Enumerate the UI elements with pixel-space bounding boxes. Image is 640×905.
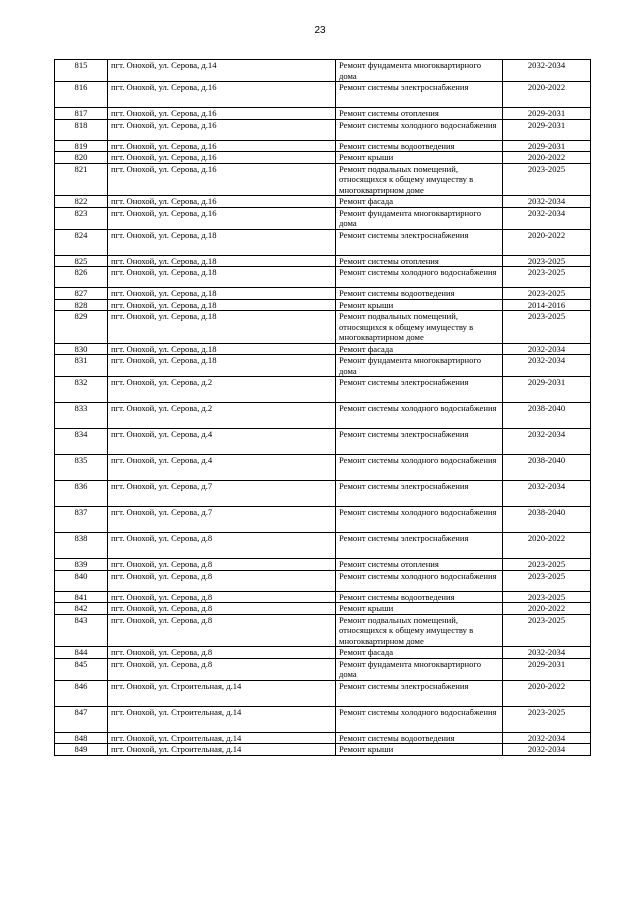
page-number: 23 bbox=[314, 25, 326, 36]
work-type-cell: Ремонт системы холодного водоснабжения bbox=[336, 455, 503, 481]
work-type-cell: Ремонт крыши bbox=[336, 299, 503, 311]
work-type-cell: Ремонт системы водоотведения bbox=[336, 732, 503, 744]
table-row bbox=[55, 163, 591, 196]
work-type-cell: Ремонт крыши bbox=[336, 152, 503, 164]
table-row bbox=[55, 255, 591, 267]
period-cell: 2023-2025 bbox=[503, 591, 591, 603]
address-cell: пгт. Онохой, ул. Серова, д.2 bbox=[108, 377, 336, 403]
period-cell: 2023-2025 bbox=[503, 570, 591, 591]
period-cell: 2029-2031 bbox=[503, 119, 591, 140]
period-cell: 2014-2016 bbox=[503, 299, 591, 311]
table-row bbox=[55, 603, 591, 615]
row-number: 819 bbox=[55, 140, 108, 152]
period-cell: 2020-2022 bbox=[503, 680, 591, 706]
row-number: 844 bbox=[55, 647, 108, 659]
work-type-cell: Ремонт крыши bbox=[336, 603, 503, 615]
table-row bbox=[55, 377, 591, 403]
work-type-cell: Ремонт системы электроснабжения bbox=[336, 377, 503, 403]
row-number: 835 bbox=[55, 455, 108, 481]
table-row bbox=[55, 288, 591, 300]
work-type-cell: Ремонт системы холодного водоснабжения bbox=[336, 570, 503, 591]
table-row bbox=[55, 455, 591, 481]
work-type-cell: Ремонт крыши bbox=[336, 744, 503, 756]
table-row bbox=[55, 299, 591, 311]
period-cell: 2038-2040 bbox=[503, 507, 591, 533]
period-cell: 2023-2025 bbox=[503, 706, 591, 732]
row-number: 838 bbox=[55, 533, 108, 559]
period-cell: 2029-2031 bbox=[503, 108, 591, 120]
table-body bbox=[55, 60, 591, 756]
row-number: 836 bbox=[55, 481, 108, 507]
row-number: 840 bbox=[55, 570, 108, 591]
period-cell: 2023-2025 bbox=[503, 163, 591, 196]
period-cell: 2032-2034 bbox=[503, 196, 591, 208]
work-type-cell: Ремонт фундамента многоквартирного дома bbox=[336, 207, 503, 229]
period-cell: 2023-2025 bbox=[503, 614, 591, 647]
row-number: 837 bbox=[55, 507, 108, 533]
row-number: 815 bbox=[55, 60, 108, 82]
address-cell: пгт. Онохой, ул. Серова, д.16 bbox=[108, 119, 336, 140]
work-type-cell: Ремонт системы холодного водоснабжения bbox=[336, 119, 503, 140]
row-number: 849 bbox=[55, 744, 108, 756]
work-type-cell: Ремонт системы электроснабжения bbox=[336, 481, 503, 507]
row-number: 826 bbox=[55, 267, 108, 288]
period-cell: 2032-2034 bbox=[503, 732, 591, 744]
period-cell: 2038-2040 bbox=[503, 403, 591, 429]
row-number: 828 bbox=[55, 299, 108, 311]
work-type-cell: Ремонт системы отопления bbox=[336, 108, 503, 120]
row-number: 829 bbox=[55, 311, 108, 344]
row-number: 843 bbox=[55, 614, 108, 647]
repair-schedule-table bbox=[54, 59, 591, 756]
work-type-cell: Ремонт системы электроснабжения bbox=[336, 82, 503, 108]
work-type-cell: Ремонт системы холодного водоснабжения bbox=[336, 267, 503, 288]
period-cell: 2020-2022 bbox=[503, 82, 591, 108]
period-cell: 2029-2031 bbox=[503, 377, 591, 403]
table-row bbox=[55, 647, 591, 659]
row-number: 821 bbox=[55, 163, 108, 196]
period-cell: 2038-2040 bbox=[503, 455, 591, 481]
table-row bbox=[55, 82, 591, 108]
address-cell: пгт. Онохой, ул. Серова, д.18 bbox=[108, 267, 336, 288]
table-row bbox=[55, 343, 591, 355]
work-type-cell: Ремонт системы водоотведения bbox=[336, 591, 503, 603]
work-type-cell: Ремонт фасада bbox=[336, 647, 503, 659]
address-cell: пгт. Онохой, ул. Серова, д.18 bbox=[108, 229, 336, 255]
row-number: 841 bbox=[55, 591, 108, 603]
period-cell: 2023-2025 bbox=[503, 288, 591, 300]
table-row bbox=[55, 732, 591, 744]
row-number: 833 bbox=[55, 403, 108, 429]
address-cell: пгт. Онохой, ул. Серова, д.18 bbox=[108, 311, 336, 344]
table-row bbox=[55, 311, 591, 344]
table-row bbox=[55, 570, 591, 591]
period-cell: 2023-2025 bbox=[503, 255, 591, 267]
row-number: 818 bbox=[55, 119, 108, 140]
table-row bbox=[55, 533, 591, 559]
row-number: 817 bbox=[55, 108, 108, 120]
address-cell: пгт. Онохой, ул. Серова, д.18 bbox=[108, 255, 336, 267]
work-type-cell: Ремонт подвальных помещений, относящихся к общему имуществу в многоквартирном доме bbox=[336, 163, 503, 196]
period-cell: 2032-2034 bbox=[503, 744, 591, 756]
table-row bbox=[55, 140, 591, 152]
table-row bbox=[55, 658, 591, 680]
address-cell: пгт. Онохой, ул. Серова, д.18 bbox=[108, 343, 336, 355]
row-number: 839 bbox=[55, 559, 108, 571]
address-cell: пгт. Онохой, ул. Серова, д.8 bbox=[108, 603, 336, 615]
address-cell: пгт. Онохой, ул. Серова, д.14 bbox=[108, 60, 336, 82]
work-type-cell: Ремонт системы отопления bbox=[336, 255, 503, 267]
row-number: 830 bbox=[55, 343, 108, 355]
row-number: 848 bbox=[55, 732, 108, 744]
address-cell: пгт. Онохой, ул. Серова, д.7 bbox=[108, 481, 336, 507]
row-number: 834 bbox=[55, 429, 108, 455]
period-cell: 2020-2022 bbox=[503, 229, 591, 255]
row-number: 822 bbox=[55, 196, 108, 208]
row-number: 845 bbox=[55, 658, 108, 680]
row-number: 832 bbox=[55, 377, 108, 403]
table-row bbox=[55, 207, 591, 229]
table-row bbox=[55, 267, 591, 288]
table-row bbox=[55, 507, 591, 533]
address-cell: пгт. Онохой, ул. Серова, д.18 bbox=[108, 355, 336, 377]
period-cell: 2032-2034 bbox=[503, 429, 591, 455]
address-cell: пгт. Онохой, ул. Серова, д.8 bbox=[108, 570, 336, 591]
address-cell: пгт. Онохой, ул. Серова, д.18 bbox=[108, 288, 336, 300]
row-number: 846 bbox=[55, 680, 108, 706]
table-row bbox=[55, 591, 591, 603]
address-cell: пгт. Онохой, ул. Серова, д.8 bbox=[108, 533, 336, 559]
table-row bbox=[55, 614, 591, 647]
period-cell: 2032-2034 bbox=[503, 60, 591, 82]
address-cell: пгт. Онохой, ул. Серова, д.16 bbox=[108, 196, 336, 208]
work-type-cell: Ремонт системы электроснабжения bbox=[336, 229, 503, 255]
period-cell: 2020-2022 bbox=[503, 152, 591, 164]
row-number: 816 bbox=[55, 82, 108, 108]
period-cell: 2029-2031 bbox=[503, 140, 591, 152]
table-row bbox=[55, 152, 591, 164]
address-cell: пгт. Онохой, ул. Серова, д.4 bbox=[108, 455, 336, 481]
address-cell: пгт. Онохой, ул. Серова, д.8 bbox=[108, 614, 336, 647]
address-cell: пгт. Онохой, ул. Строительная, д.14 bbox=[108, 732, 336, 744]
work-type-cell: Ремонт системы отопления bbox=[336, 559, 503, 571]
address-cell: пгт. Онохой, ул. Серова, д.4 bbox=[108, 429, 336, 455]
address-cell: пгт. Онохой, ул. Серова, д.18 bbox=[108, 299, 336, 311]
work-type-cell: Ремонт системы электроснабжения bbox=[336, 533, 503, 559]
row-number: 825 bbox=[55, 255, 108, 267]
address-cell: пгт. Онохой, ул. Серова, д.16 bbox=[108, 163, 336, 196]
period-cell: 2020-2022 bbox=[503, 533, 591, 559]
table-row bbox=[55, 403, 591, 429]
address-cell: пгт. Онохой, ул. Серова, д.16 bbox=[108, 207, 336, 229]
table-row bbox=[55, 119, 591, 140]
work-type-cell: Ремонт системы холодного водоснабжения bbox=[336, 507, 503, 533]
work-type-cell: Ремонт системы водоотведения bbox=[336, 140, 503, 152]
period-cell: 2032-2034 bbox=[503, 207, 591, 229]
address-cell: пгт. Онохой, ул. Строительная, д.14 bbox=[108, 680, 336, 706]
table-row bbox=[55, 60, 591, 82]
work-type-cell: Ремонт системы электроснабжения bbox=[336, 429, 503, 455]
address-cell: пгт. Онохой, ул. Серова, д.8 bbox=[108, 559, 336, 571]
period-cell: 2032-2034 bbox=[503, 355, 591, 377]
address-cell: пгт. Онохой, ул. Серова, д.8 bbox=[108, 658, 336, 680]
table-row bbox=[55, 706, 591, 732]
table-row bbox=[55, 229, 591, 255]
work-type-cell: Ремонт фундамента многоквартирного дома bbox=[336, 355, 503, 377]
period-cell: 2020-2022 bbox=[503, 603, 591, 615]
address-cell: пгт. Онохой, ул. Серова, д.8 bbox=[108, 591, 336, 603]
address-cell: пгт. Онохой, ул. Серова, д.16 bbox=[108, 108, 336, 120]
table-row bbox=[55, 481, 591, 507]
period-cell: 2032-2034 bbox=[503, 647, 591, 659]
period-cell: 2023-2025 bbox=[503, 311, 591, 344]
table-row bbox=[55, 196, 591, 208]
address-cell: пгт. Онохой, ул. Строительная, д.14 bbox=[108, 744, 336, 756]
work-type-cell: Ремонт фасада bbox=[336, 343, 503, 355]
table-row bbox=[55, 108, 591, 120]
table-row bbox=[55, 680, 591, 706]
address-cell: пгт. Онохой, ул. Серова, д.16 bbox=[108, 82, 336, 108]
table-row bbox=[55, 744, 591, 756]
address-cell: пгт. Онохой, ул. Строительная, д.14 bbox=[108, 706, 336, 732]
table-row bbox=[55, 429, 591, 455]
work-type-cell: Ремонт системы электроснабжения bbox=[336, 680, 503, 706]
work-type-cell: Ремонт системы холодного водоснабжения bbox=[336, 706, 503, 732]
work-type-cell: Ремонт подвальных помещений, относящихся к общему имуществу в многоквартирном доме bbox=[336, 614, 503, 647]
table-row bbox=[55, 559, 591, 571]
work-type-cell: Ремонт системы водоотведения bbox=[336, 288, 503, 300]
work-type-cell: Ремонт фундамента многоквартирного дома bbox=[336, 60, 503, 82]
address-cell: пгт. Онохой, ул. Серова, д.8 bbox=[108, 647, 336, 659]
address-cell: пгт. Онохой, ул. Серова, д.7 bbox=[108, 507, 336, 533]
address-cell: пгт. Онохой, ул. Серова, д.2 bbox=[108, 403, 336, 429]
work-type-cell: Ремонт фасада bbox=[336, 196, 503, 208]
work-type-cell: Ремонт подвальных помещений, относящихся к общему имуществу в многоквартирном доме bbox=[336, 311, 503, 344]
row-number: 827 bbox=[55, 288, 108, 300]
row-number: 831 bbox=[55, 355, 108, 377]
period-cell: 2032-2034 bbox=[503, 343, 591, 355]
row-number: 842 bbox=[55, 603, 108, 615]
address-cell: пгт. Онохой, ул. Серова, д.16 bbox=[108, 152, 336, 164]
address-cell: пгт. Онохой, ул. Серова, д.16 bbox=[108, 140, 336, 152]
work-type-cell: Ремонт системы холодного водоснабжения bbox=[336, 403, 503, 429]
row-number: 847 bbox=[55, 706, 108, 732]
period-cell: 2023-2025 bbox=[503, 267, 591, 288]
row-number: 824 bbox=[55, 229, 108, 255]
table-row bbox=[55, 355, 591, 377]
period-cell: 2032-2034 bbox=[503, 481, 591, 507]
row-number: 820 bbox=[55, 152, 108, 164]
work-type-cell: Ремонт фундамента многоквартирного дома bbox=[336, 658, 503, 680]
period-cell: 2029-2031 bbox=[503, 658, 591, 680]
row-number: 823 bbox=[55, 207, 108, 229]
period-cell: 2023-2025 bbox=[503, 559, 591, 571]
